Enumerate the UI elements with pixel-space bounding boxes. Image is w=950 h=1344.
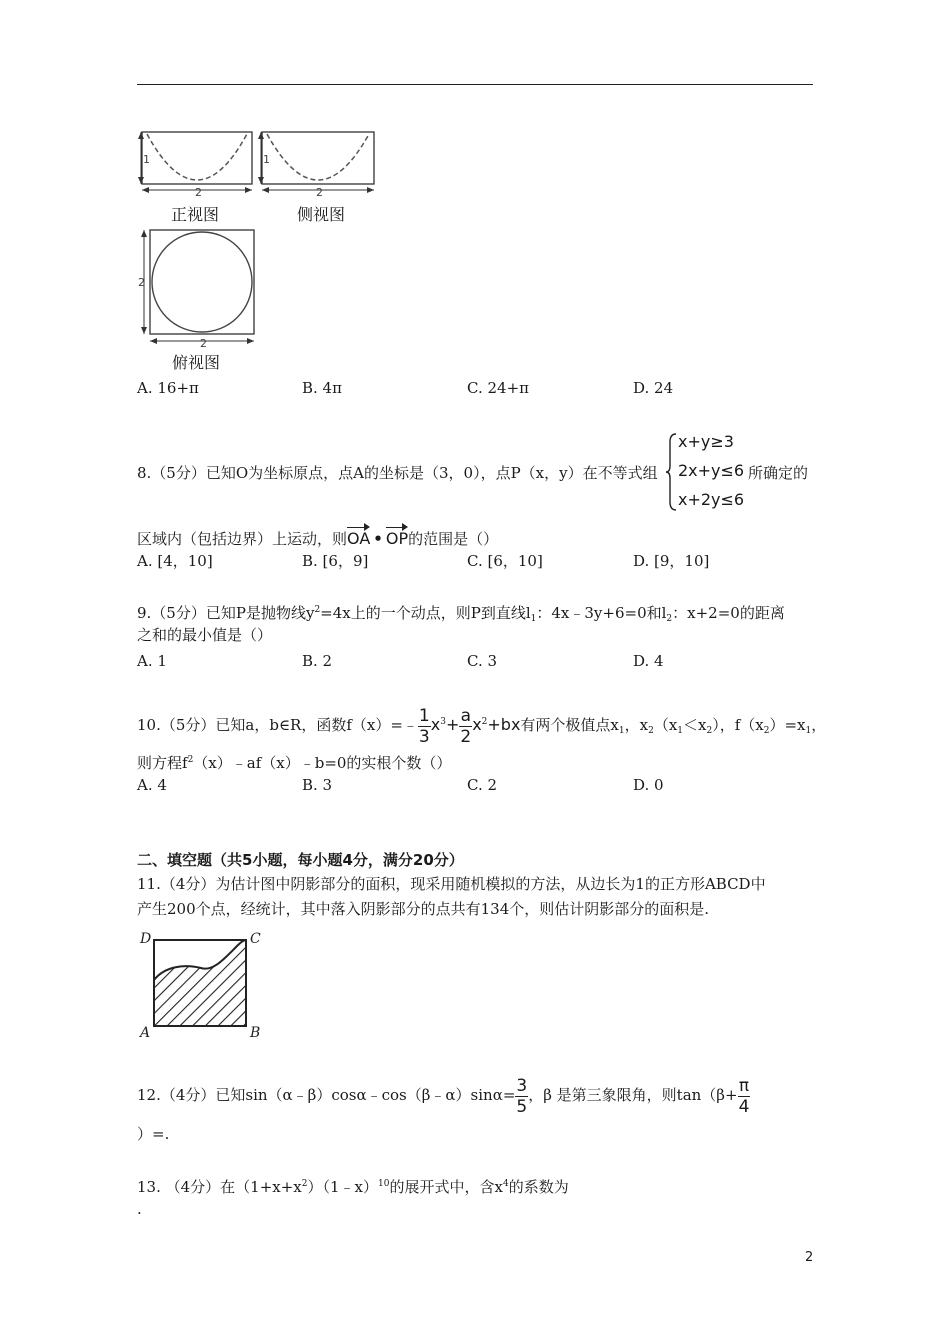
q8-option-b: B. [6，9] [302, 552, 369, 570]
q10-option-c: C. 2 [467, 776, 498, 794]
side-dim-height: 1 [263, 153, 270, 166]
q10-option-b: B. 3 [302, 776, 333, 794]
q10-s2c: 2 [763, 726, 770, 736]
label-c: C [250, 931, 261, 947]
fraction-one-third [418, 706, 431, 747]
section-heading: 二、填空题（共5小题，每小题4分，满分20分） [137, 851, 464, 869]
q9-line1-a: 9.（5分）已知P是抛物线y [137, 604, 315, 622]
q9-option-d: D. 4 [633, 652, 664, 670]
q13-sup4: 4 [502, 1179, 509, 1189]
q12-line2: ）=. [137, 1125, 170, 1143]
q9-line1-b: =4x上的一个动点，则P到直线l [320, 604, 531, 622]
label-a: A [140, 1025, 151, 1040]
q10-s2b: 2 [706, 726, 713, 736]
q10-s1c: 1 [805, 726, 812, 736]
q13-line2: . [137, 1200, 142, 1218]
frac2-num: a [460, 705, 471, 726]
dot-product-symbol: • [373, 530, 383, 548]
q13-sup2: 2 [301, 1179, 308, 1189]
q13-sup10: 10 [378, 1179, 390, 1189]
side-dim-width: 2 [316, 186, 323, 198]
q10-line2-sup: 2 [187, 755, 194, 765]
top-dim-width: 2 [200, 337, 207, 348]
q10-tail-g: ， [811, 716, 827, 734]
q12-num: 3 [516, 1075, 528, 1096]
q11-line1: 11.（4分）为估计图中阴影部分的面积，现采用随机模拟的方法，从边长为1的正方形ABCD中 [137, 875, 766, 893]
q12-head: 12.（4分）已知sin（α﹣β）cosα﹣cos（β﹣α）sinα= [137, 1086, 516, 1104]
q13-c: 的展开式中，含x [389, 1178, 503, 1196]
q10-x3: x [430, 715, 441, 734]
label-b: B [250, 1025, 261, 1040]
front-dim-width: 2 [195, 186, 202, 198]
top-view-caption: 俯视图 [172, 353, 221, 372]
q10-tail-d: ＜x [683, 716, 707, 734]
q13-a: 13. （4分）在（1+x+x [137, 1178, 302, 1196]
q9-sub1: 1 [530, 614, 537, 624]
q8-option-a: A. [4，10] [137, 552, 213, 570]
q9-line1-d: ：x+2=0的距离 [672, 604, 785, 622]
q10-line1 [137, 700, 826, 753]
q10-tail-a: 有两个极值点x [520, 716, 619, 734]
frac2-den: 2 [460, 726, 472, 747]
front-view-figure [135, 128, 257, 198]
q10-sup3: 3 [440, 717, 446, 727]
q10-tail-f: ）=x [769, 716, 806, 734]
q13-d: 的系数为 [508, 1178, 569, 1196]
side-view-figure [255, 128, 377, 198]
vector-op: OP [386, 525, 408, 549]
fraction-a-over-2 [459, 706, 472, 747]
q10-tail-c: （x [653, 716, 678, 734]
q10-tail-e: ），f（x [712, 716, 764, 734]
q10-head: 10.（5分）已知a，b∈R，函数f（x）=﹣ [137, 716, 418, 734]
q10-s1b: 1 [677, 726, 684, 736]
q12-line1 [137, 1073, 750, 1117]
front-dim-height: 1 [143, 153, 150, 166]
q8-line1-tail: 所确定的 [748, 464, 809, 482]
q9-option-b: B. 2 [302, 652, 333, 670]
q9-sup: 2 [314, 605, 321, 615]
vector-oa: OA [347, 525, 370, 549]
fraction-three-fifths [515, 1076, 528, 1117]
q11-line2: 产生200个点，经统计，其中落入阴影部分的点共有134个，则估计阴影部分的面积是. [137, 900, 710, 918]
q12-den: 5 [516, 1096, 528, 1117]
page-number: 2 [805, 1250, 814, 1265]
q9-option-c: C. 3 [467, 652, 498, 670]
q10-sup2: 2 [481, 717, 488, 727]
q13-b: ）（1﹣x） [307, 1178, 379, 1196]
q12-pnum: π [738, 1075, 750, 1096]
top-dim-height: 2 [138, 276, 145, 289]
q9-sub2: 2 [666, 614, 673, 624]
q9-line1-c: ：4x﹣3y+6=0和l [536, 604, 667, 622]
q8-ineq-2: 2x+y≤6 [678, 461, 745, 480]
front-view-caption: 正视图 [171, 205, 220, 224]
q10-line2-a: 则方程f [137, 754, 188, 772]
q10-line2-b: （x）﹣af（x）﹣b=0的实根个数（） [193, 754, 452, 772]
brace-icon [666, 432, 678, 512]
q13-line1 [137, 1174, 569, 1197]
q8-line2-tail: 的范围是（） [408, 530, 499, 548]
fraction-pi-over-4 [738, 1076, 751, 1117]
q9-line2: 之和的最小值是（） [137, 626, 273, 644]
q7-option-d: D. 24 [633, 379, 674, 397]
q10-tail-b: ，x [624, 716, 649, 734]
q10-line2 [137, 750, 451, 773]
q10-s2a: 2 [648, 726, 654, 736]
q7-option-a: A. 16+π [137, 379, 199, 397]
frac1-num: 1 [418, 705, 430, 726]
frac1-den: 3 [418, 726, 430, 747]
header-rule [137, 84, 813, 85]
q7-option-c: C. 24+π [467, 379, 529, 397]
q12-mid: ，β 是第三象限角，则tan（β+ [528, 1086, 738, 1104]
q11-square-figure [137, 928, 269, 1040]
q10-option-a: A. 4 [137, 776, 167, 794]
q10-s1a: 1 [618, 726, 625, 736]
q8-line2-head: 区域内（包括边界）上运动，则 [137, 530, 348, 548]
q8-line2 [137, 525, 498, 549]
q8-option-c: C. [6，10] [467, 552, 543, 570]
q10-x2: x [472, 715, 482, 734]
q8-ineq-1: x+y≥3 [678, 432, 734, 451]
q10-bx: +bx [487, 715, 521, 734]
q8-option-d: D. [9，10] [633, 552, 710, 570]
side-view-caption: 侧视图 [297, 205, 346, 224]
q10-plus: + [445, 715, 460, 734]
top-view-figure [134, 226, 258, 348]
q12-pden: 4 [738, 1096, 750, 1117]
label-d: D [140, 931, 152, 947]
q10-option-d: D. 0 [633, 776, 664, 794]
q8-ineq-3: x+2y≤6 [678, 490, 745, 509]
q7-option-b: B. 4π [302, 379, 342, 397]
q8-line1: 8.（5分）已知O为坐标原点，点A的坐标是（3，0），点P（x，y）在不等式组 [137, 464, 658, 482]
q9-option-a: A. 1 [137, 652, 167, 670]
